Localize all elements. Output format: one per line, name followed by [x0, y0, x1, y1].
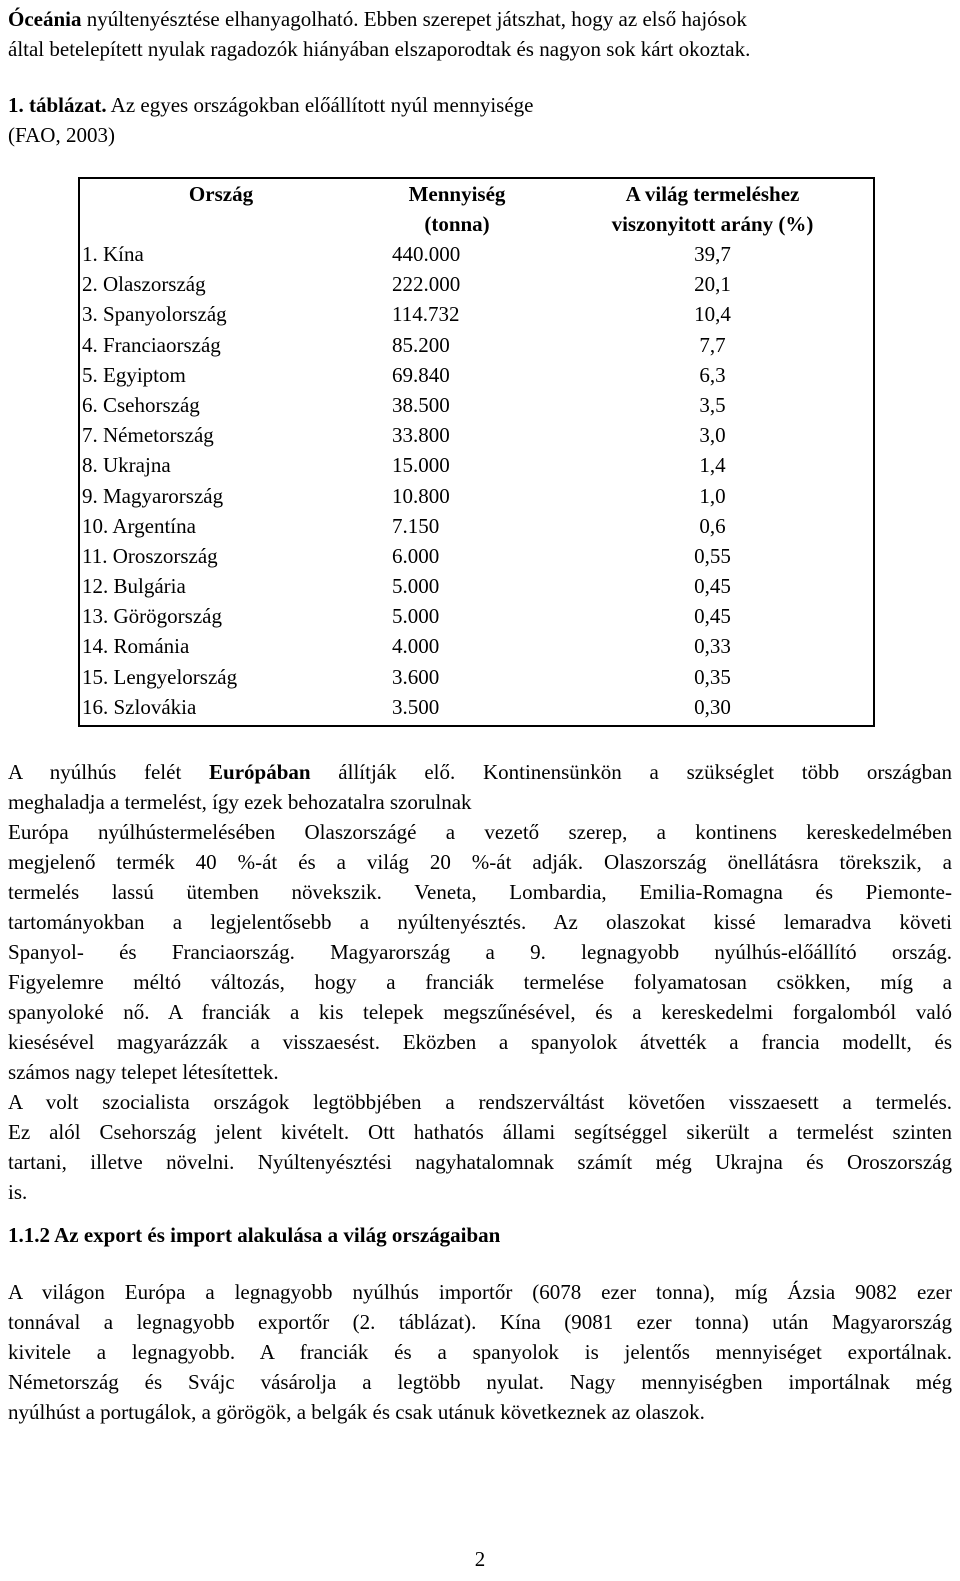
header-quantity-line-2: (tonna) [424, 212, 490, 236]
cell-country: 8. Ukrajna [82, 453, 171, 478]
cell-country: 2. Olaszország [82, 272, 206, 297]
cell-country: 3. Spanyolország [82, 302, 227, 327]
export-import-paragraph [8, 1277, 952, 1427]
cell-share: 1,4 [699, 453, 726, 478]
table-row [80, 511, 873, 541]
cell-country: 7. Németország [82, 423, 214, 448]
cell-quantity: 3.500 [392, 694, 440, 719]
body1-line-12: A volt szocialista országok legtöbbjében a rendszerváltást követően visszaesett a termelés. [8, 1090, 952, 1114]
table-body [80, 239, 873, 722]
header-quantity [362, 179, 552, 239]
cell-quantity: 6.000 [392, 543, 440, 568]
cell-share: 39,7 [694, 242, 731, 266]
cell-quantity: 10.800 [392, 483, 450, 508]
body2-line-5: nyúlhúst a portugálok, a görögök, a belgák és csak utánuk következnek az olaszok. [8, 1400, 705, 1424]
cell-quantity: 4.000 [392, 634, 440, 659]
caption-label: 1. táblázat. [8, 93, 107, 117]
caption-source: (FAO, 2003) [8, 123, 115, 147]
table-row [80, 481, 873, 511]
cell-quantity: 7.150 [392, 513, 440, 538]
cell-country: 14. Románia [82, 634, 190, 659]
cell-share: 3,0 [699, 423, 726, 448]
table-row [80, 601, 873, 631]
table-row [80, 269, 873, 299]
header-quantity-line-1: Mennyiség [408, 182, 506, 206]
table-caption [8, 90, 952, 150]
body1-line-1-pre: A nyúlhús felét [8, 760, 210, 784]
cell-quantity: 38.500 [392, 392, 450, 417]
body1-line-7: Spanyol- és Franciaország. Magyarország a 9. legnagyobb nyúlhús-előállító ország. [8, 940, 952, 964]
table-row [80, 299, 873, 329]
body1-line-10: kiesésével magyarázzák a visszaesést. Eközben a spanyolok átvették a francia modellt, és [8, 1030, 952, 1054]
page-number: 2 [474, 1547, 486, 1571]
body1-line-1 [8, 757, 952, 787]
cell-country: 6. Csehország [82, 392, 200, 417]
cell-quantity: 3.600 [392, 664, 440, 689]
table-row [80, 330, 873, 360]
body1-line-5: termelés lassú ütemben növekszik. Veneta, Lombardia, Emilia-Romagna és Piemonte- [8, 880, 952, 904]
header-country: Ország [188, 182, 254, 206]
body1-line-14: tartani, illetve növelni. Nyúltenyésztési nagyhatalomnak számít még Ukrajna és Oroszország [8, 1150, 952, 1174]
table-row [80, 631, 873, 661]
cell-share: 0,35 [694, 664, 731, 689]
production-table-grid [80, 179, 873, 722]
table-header-row [80, 179, 873, 239]
body2-line-4: Németország és Svájc vásárolja a legtöbb nyulat. Nagy mennyiségben importálnak még [8, 1370, 952, 1394]
table-row [80, 390, 873, 420]
body1-line-4: megjelenő termék 40 %-át és a világ 20 %-át adják. Olaszország önellátásra törekszik, a [8, 850, 952, 874]
cell-country: 1. Kína [82, 242, 144, 266]
cell-quantity: 114.732 [392, 302, 460, 327]
cell-quantity: 222.000 [392, 272, 461, 297]
body1-line-13: Ez alól Csehország jelent kivételt. Ott hathatós állami segítséggel sikerült a termelést szinten [8, 1120, 952, 1144]
cell-share: 3,5 [699, 392, 726, 417]
intro-paragraph [8, 4, 952, 64]
header-share-line-2: viszonyitott arány (%) [611, 212, 814, 236]
caption-line-1 [8, 90, 952, 120]
table-row [80, 450, 873, 480]
cell-share: 10,4 [694, 302, 731, 327]
cell-share: 0,33 [694, 634, 731, 659]
body2-line-3: kivitele a legnagyobb. A franciák és a spanyolok is jelentős mennyiséget exportálnak. [8, 1340, 952, 1364]
cell-country: 15. Lengyelország [82, 664, 238, 689]
table-row [80, 662, 873, 692]
body1-line-2: meghaladja a termelést, így ezek behozatalra szorulnak [8, 790, 472, 814]
cell-share: 0,6 [699, 513, 726, 538]
table-row [80, 239, 873, 269]
cell-quantity: 69.840 [392, 362, 450, 387]
body1-line-15: is. [8, 1180, 28, 1204]
cell-quantity: 5.000 [392, 604, 440, 629]
cell-share: 0,30 [694, 694, 731, 719]
intro-bold-word: Óceánia [8, 7, 82, 31]
table-row [80, 420, 873, 450]
body1-line-8: Figyelemre méltó változás, hogy a franciák termelése folyamatosan csökken, míg a [8, 970, 952, 994]
cell-quantity: 5.000 [392, 574, 440, 599]
cell-country: 16. Szlovákia [82, 694, 197, 719]
cell-quantity: 33.800 [392, 423, 450, 448]
body1-line-6: tartományokban a legjelentősebb a nyúltenyésztés. Az olaszokat kissé lemaradva követi [8, 910, 952, 934]
europe-paragraphs [8, 757, 952, 1207]
caption-title: Az egyes országokban előállított nyúl mennyisége [106, 93, 534, 117]
body2-line-1: A világon Európa a legnagyobb nyúlhús importőr (6078 ezer tonna), míg Ázsia 9082 ezer [8, 1280, 952, 1304]
section-heading: 1.1.2 Az export és import alakulása a világ országaiban [8, 1223, 501, 1247]
cell-quantity: 440.000 [392, 242, 461, 266]
table-row [80, 360, 873, 390]
cell-share: 7,7 [699, 332, 726, 357]
table-row [80, 571, 873, 601]
body1-line-11: számos nagy telepet létesítettek. [8, 1060, 279, 1084]
body2-line-2: tonnával a legnagyobb exportőr (2. táblázat). Kína (9081 ezer tonna) után Magyarország [8, 1310, 952, 1334]
cell-country: 9. Magyarország [82, 483, 224, 508]
cell-share: 0,55 [694, 543, 731, 568]
cell-quantity: 85.200 [392, 332, 450, 357]
cell-country: 11. Oroszország [82, 543, 218, 568]
cell-country: 13. Görögország [82, 604, 222, 629]
body1-line-1-post: állítják elő. Kontinensünkön a szükséglet több országban [310, 760, 952, 784]
header-share-line-1: A világ termeléshez [625, 182, 800, 206]
cell-country: 12. Bulgária [82, 574, 186, 599]
cell-share: 6,3 [699, 362, 726, 387]
cell-quantity: 15.000 [392, 453, 450, 478]
intro-line-2: által betelepített nyulak ragadozók hiányában elszaporodtak és nagyon sok kárt okoztak. [8, 37, 751, 61]
cell-share: 20,1 [694, 272, 731, 297]
intro-line-1-text: nyúltenyésztése elhanyagolható. Ebben szerepet játszhat, hogy az első hajósok [81, 7, 747, 31]
table-row [80, 692, 873, 722]
intro-line-1 [8, 4, 952, 34]
body1-bold-europe: Európában [209, 760, 311, 784]
body1-line-9: spanyoloké nő. A franciák a kis telepek megszűnésével, és a kereskedelmi forgalomból való [8, 1000, 952, 1024]
cell-share: 0,45 [694, 604, 731, 629]
table-row [80, 541, 873, 571]
body1-line-3: Európa nyúlhústermelésében Olaszországé a vezető szerep, a kontinens kereskedelmében [8, 820, 952, 844]
cell-country: 10. Argentína [82, 513, 196, 538]
cell-share: 0,45 [694, 574, 731, 599]
header-share [552, 179, 873, 239]
cell-share: 1,0 [699, 483, 726, 508]
production-table [78, 177, 875, 727]
cell-country: 4. Franciaország [82, 332, 221, 357]
cell-country: 5. Egyiptom [82, 362, 186, 387]
